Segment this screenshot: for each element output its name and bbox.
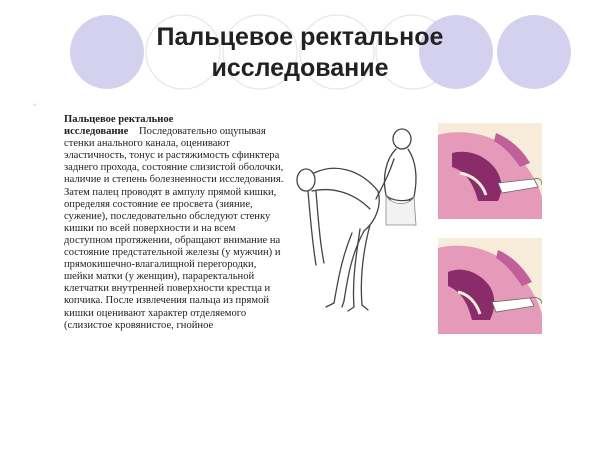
anatomy-diagram-top: [438, 123, 542, 219]
examination-posture-illustration: [290, 125, 440, 320]
body-lead: Пальцевое ректальное исследование: [64, 114, 174, 138]
body-text: Последовательно ощупывая стенки анального канала, оценивают эластичность, тонус и растяжимость сфинктера заднего прохода, состояние слизистой оболочки, наличие и степень болезненности исследования. Затем палец проводят в ампулу прямой кишки, определяя состояние ее просвета (зияние, сужение), последовательно обследуют стенку кишки по всей поверхности и на всем доступном протяжении, обращают внимание на состояние предстательной железы (у мужчин) и прямокишечно-влагалищной перегородки, шейки матки (у женщин), параректальной клетчатки внутренней поверхности крестца и копчика. После извлечения пальца из прямой кишки оценивают характер отделяемого (слизистое кровянистое, гнойное: [64, 126, 284, 331]
slide-title: [120, 22, 480, 84]
body-paragraph: [64, 114, 286, 332]
anatomy-diagram-bottom: [438, 238, 542, 334]
bullet-marker: ◦: [33, 100, 37, 111]
title-line-2: исследование: [211, 54, 389, 82]
title-line-1: Пальцевое ректальное: [156, 23, 444, 51]
circle-fill-right: [497, 15, 571, 89]
